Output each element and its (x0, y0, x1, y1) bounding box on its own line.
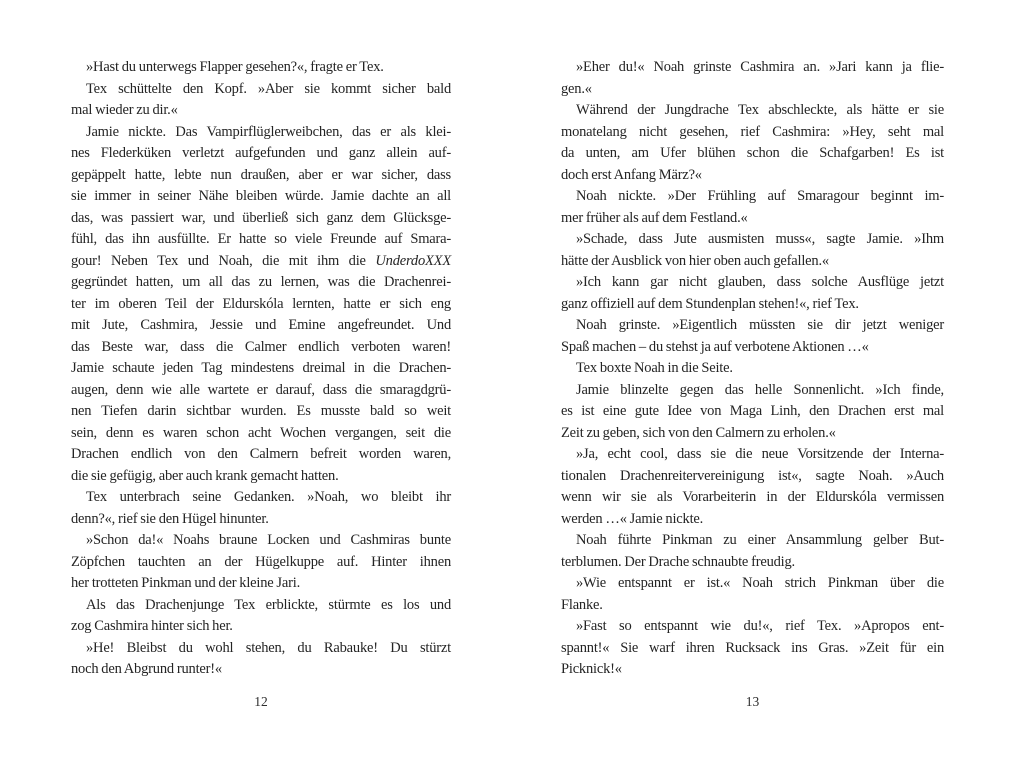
text-segment: mal wieder zu dir.« (71, 102, 178, 118)
text-segment: »Wie entspannt er ist.« Noah strich Pinkman über die (576, 575, 944, 591)
text-segment: »Ich kann gar nicht glauben, dass solche Ausflüge jetzt (576, 274, 944, 290)
text-line (561, 552, 944, 574)
text-segment: sie immer in seiner Nähe bleiben würde. Jamie dachte an all (71, 188, 451, 204)
text-segment: »Schade, dass Jute ausmisten muss«, sagte Jamie. »Ihm (576, 231, 944, 247)
text-line (71, 573, 451, 595)
text-line (71, 337, 451, 359)
text-segment: Spaß machen – du stehst ja auf verbotene Aktionen …« (561, 338, 869, 355)
text-segment: mit Jute, Cashmira, Jessie und Emine angefreundet. Und (71, 317, 451, 333)
text-segment: es ist eine gute Idee von Maga Linh, den Drachen erst mal (561, 403, 944, 419)
text-line (561, 100, 944, 122)
text-segment: das, was passiert war, und überließ sich ganz dem Glücksge- (71, 209, 451, 226)
text-line (561, 380, 944, 402)
text-segment: Jamie schaute jeden Tag mindestens dreimal in die Drachen- (71, 360, 451, 376)
text-segment: gen.« (561, 80, 592, 97)
text-line (71, 466, 451, 488)
text-segment: Zöpfchen tauchten an der Hügelkuppe auf. Hinter ihnen (71, 553, 451, 570)
text-line (561, 143, 944, 165)
text-line (71, 380, 451, 402)
text-segment: denn?«, rief sie den Hügel hinunter. (71, 510, 269, 527)
text-segment: »Ja, echt cool, dass sie die neue Vorsitzende der Interna- (576, 446, 944, 462)
text-line (561, 337, 944, 359)
text-segment: sein, denn es waren schon acht Wochen vergangen, seit die (71, 424, 451, 441)
text-line (71, 79, 451, 101)
text-segment: Tex unterbrach seine Gedanken. »Noah, wo bleibt ihr (86, 489, 451, 505)
text-line (71, 122, 451, 144)
text-segment: ter im oberen Teil der Eldurskóla lernten, hatte er sich eng (71, 295, 451, 312)
text-segment: die sie gefügig, aber auch krank gemacht hatten. (71, 467, 339, 484)
text-segment: Noah nickte. »Der Frühling auf Smaragour beginnt im- (576, 188, 944, 204)
text-segment: »Fast so entspannt wie du!«, rief Tex. »Apropos ent- (576, 618, 944, 634)
text-line (561, 122, 944, 144)
text-line (71, 100, 451, 122)
page-right-text (561, 57, 944, 681)
text-segment: tionalen Drachenreitervereinigung ist«, sagte Noah. »Auch (561, 467, 944, 484)
text-segment: Tex schüttelte den Kopf. »Aber sie kommt sicher bald (86, 80, 451, 97)
text-line (71, 444, 451, 466)
text-segment: Während der Jungdrache Tex abschleckte, als hätte er sie (576, 102, 944, 118)
page-right (561, 57, 944, 681)
text-line (561, 208, 944, 230)
text-line (71, 294, 451, 316)
text-line (561, 315, 944, 337)
text-segment: da unten, am Ufer blühen schon die Schafgarben! Es ist (561, 145, 944, 161)
text-segment: das Beste war, dass die Calmer endlich verboten waren! (71, 338, 451, 355)
text-line (71, 509, 451, 531)
text-segment: terblumen. Der Drache schnaubte freudig. (561, 553, 795, 570)
text-line (561, 358, 944, 380)
text-segment: Zeit zu geben, sich von den Calmern zu erholen.« (561, 424, 836, 441)
text-segment: fühl, das ihn ausfüllte. Er hatte so viele Freunde auf Smara- (71, 231, 451, 247)
text-line (71, 423, 451, 445)
text-line (71, 659, 451, 681)
text-segment: gour! Neben Tex und Noah, die mit ihm die (71, 252, 376, 269)
text-line (561, 616, 944, 638)
text-line (71, 401, 451, 423)
text-line (561, 272, 944, 294)
text-line (71, 186, 451, 208)
text-segment: noch den Abgrund runter!« (71, 661, 222, 677)
page-left-number: 12 (254, 694, 268, 709)
text-line (71, 57, 451, 79)
text-segment: ganz offiziell auf dem Stundenplan stehen!«, rief Tex. (561, 295, 859, 312)
text-segment: Noah führte Pinkman zu einer Ansammlung gelber But- (576, 532, 944, 548)
text-segment: doch erst Anfang März?« (561, 166, 702, 183)
text-line (561, 530, 944, 552)
text-segment: Drachen endlich von den Calmern befreit worden waren, (71, 446, 451, 462)
text-line (71, 530, 451, 552)
text-line (71, 638, 451, 660)
text-line (561, 659, 944, 681)
text-line (71, 595, 451, 617)
text-segment: monatelang nicht gesehen, rief Cashmira: »Hey, seht mal (561, 123, 944, 140)
text-segment: nen Tiefen darin sichtbar wurden. Es musste bald so weit (71, 403, 451, 419)
text-segment: werden …« Jamie nickte. (561, 510, 704, 527)
text-line (71, 143, 451, 165)
text-line (561, 509, 944, 531)
text-line (561, 466, 944, 488)
text-segment: wenn wir sie als Vorarbeiterin in der Eldurskóla vermissen (561, 489, 944, 505)
text-segment: Flanke. (561, 596, 603, 613)
text-line (71, 358, 451, 380)
text-segment: Tex boxte Noah in die Seite. (576, 360, 733, 376)
text-line (561, 573, 944, 595)
text-line (561, 165, 944, 187)
text-line (561, 487, 944, 509)
text-line (71, 616, 451, 638)
italic-text: UnderdoXXX (375, 252, 451, 269)
text-segment: Jamie nickte. Das Vampirflüglerweibchen, das er als klei- (86, 123, 451, 140)
page-left (71, 57, 451, 681)
text-line (561, 423, 944, 445)
text-line (71, 272, 451, 294)
text-line (561, 294, 944, 316)
text-line (71, 165, 451, 187)
text-line (71, 229, 451, 251)
text-segment: Picknick!« (561, 661, 622, 677)
text-line (561, 229, 944, 251)
text-line (71, 208, 451, 230)
text-segment: »Schon da!« Noahs braune Locken und Cashmiras bunte (86, 532, 451, 548)
text-segment: gepäppelt hatte, lebte nun draußen, aber er war sicher, dass (71, 166, 451, 183)
text-line (561, 186, 944, 208)
text-segment: »He! Bleibst du wohl stehen, du Rabauke! Du stürzt (86, 639, 451, 656)
text-segment: spannt!« Sie warf ihren Rucksack ins Gras. »Zeit für ein (561, 639, 944, 656)
text-segment: nes Flederküken verletzt aufgefunden und ganz allein auf- (71, 145, 451, 161)
text-segment: »Hast du unterwegs Flapper gesehen?«, fragte er Tex. (86, 59, 384, 75)
text-line (561, 638, 944, 660)
text-line (71, 552, 451, 574)
text-segment: Als das Drachenjunge Tex erblickte, stürmte es los und (86, 596, 451, 613)
page-left-text (71, 57, 451, 681)
text-line (561, 251, 944, 273)
text-line (561, 444, 944, 466)
text-line (71, 315, 451, 337)
page-right-number: 13 (745, 694, 760, 709)
text-line (561, 57, 944, 79)
text-line (561, 595, 944, 617)
text-segment: zog Cashmira hinter sich her. (71, 618, 233, 634)
text-segment: her trotteten Pinkman und der kleine Jari. (71, 575, 300, 591)
text-segment: »Eher du!« Noah grinste Cashmira an. »Jari kann ja flie- (576, 59, 944, 75)
text-line (71, 251, 451, 273)
text-segment: Jamie blinzelte gegen das helle Sonnenlicht. »Ich finde, (576, 381, 944, 398)
text-line (71, 487, 451, 509)
text-segment: gegründet hatten, um all das zu lernen, was die Drachenrei- (71, 274, 451, 290)
text-line (561, 79, 944, 101)
text-segment: hätte der Ausblick von hier oben auch gefallen.« (561, 252, 829, 269)
text-segment: mer früher als auf dem Festland.« (561, 209, 748, 226)
text-line (561, 401, 944, 423)
text-segment: Noah grinste. »Eigentlich müssten sie dir jetzt weniger (576, 317, 944, 333)
text-segment: augen, denn wie alle wartete er darauf, dass die smaragdgrü- (71, 381, 451, 398)
